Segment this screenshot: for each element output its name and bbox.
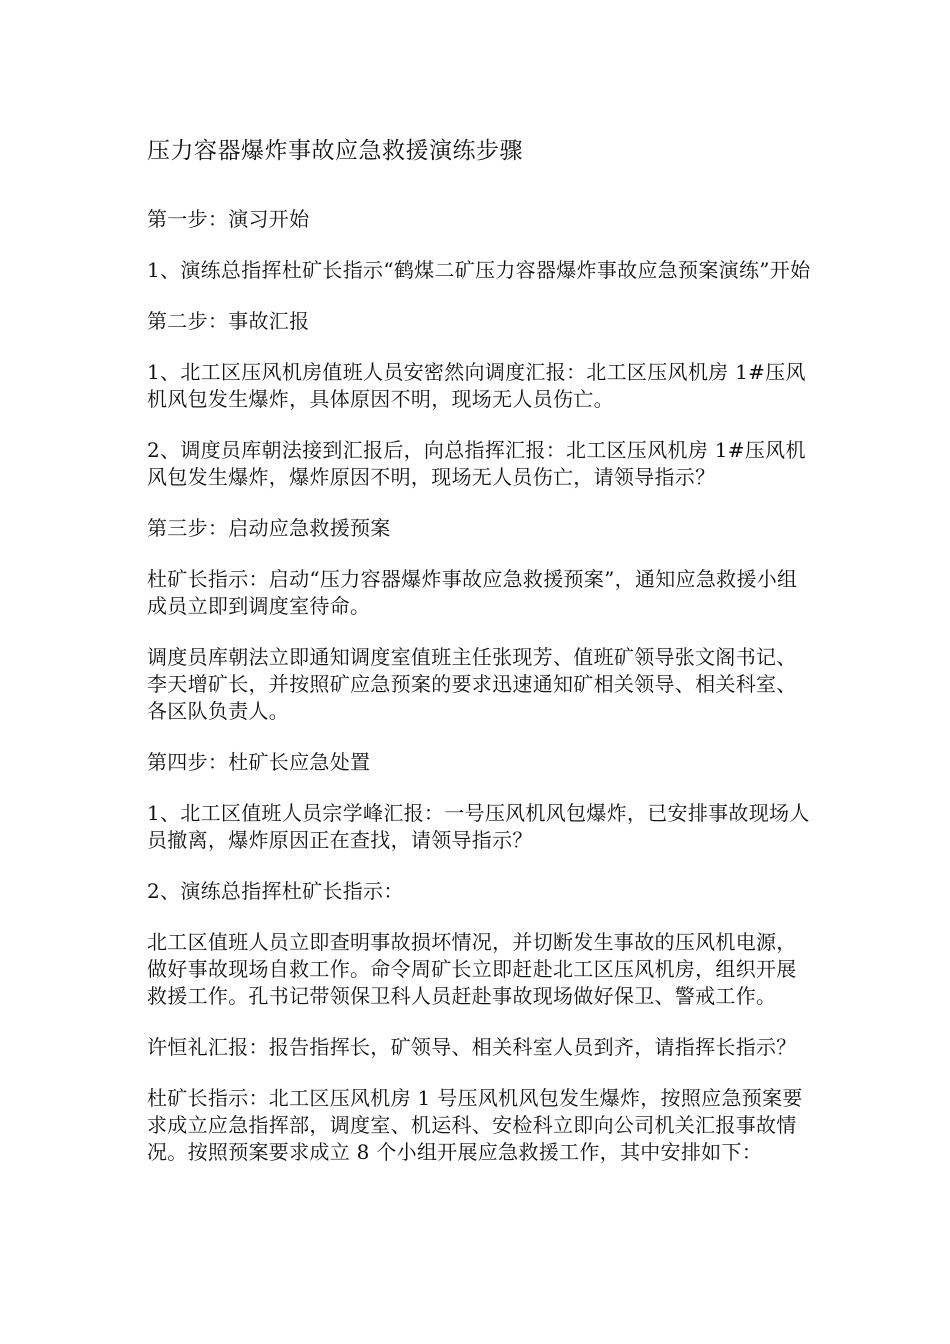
paragraph: 杜矿长指示：启动“压力容器爆炸事故应急救援预案”，通知应急救援小组成员立即到调度室待命。 bbox=[147, 567, 798, 618]
paragraph: 2、调度员库朝法接到汇报后，向总指挥汇报：北工区压风机房 1#压风机风包发生爆炸，爆炸原因不明，现场无人员伤亡，请领导指示？ bbox=[147, 438, 806, 489]
paragraph: 2、演练总指挥杜矿长指示： bbox=[147, 879, 404, 903]
step-4-heading: 第四步：杜矿长应急处置 bbox=[147, 750, 371, 774]
paragraph: 1、北工区值班人员宗学峰汇报：一号压风机风包爆炸，已安排事故现场人员撤离，爆炸原因正在查找，请领导指示？ bbox=[147, 801, 810, 852]
paragraph: 许恒礼汇报：报告指挥长，矿领导、相关科室人员到齐，请指挥长指示？ bbox=[147, 1035, 797, 1059]
step-2-heading: 第二步：事故汇报 bbox=[147, 309, 310, 333]
paragraph: 北工区值班人员立即查明事故损坏情况，并切断发生事故的压风机电源，做好事故现场自救工作。命令周矿长立即赶赴北工区压风机房，组织开展救援工作。孔书记带领保卫科人员赶赴事故现场做好保卫、警戒工作。 bbox=[147, 930, 797, 1008]
paragraph: 调度员库朝法立即通知调度室值班主任张现芳、值班矿领导张文阁书记、李天增矿长，并按照矿应急预案的要求迅速通知矿相关领导、相关科室、各区队负责人。 bbox=[147, 645, 797, 723]
paragraph: 1、演练总指挥杜矿长指示“鹤煤二矿压力容器爆炸事故应急预案演练”开始 bbox=[147, 258, 811, 282]
step-1-heading: 第一步：演习开始 bbox=[147, 207, 310, 231]
paragraph: 杜矿长指示：北工区压风机房 1 号压风机风包发生爆炸，按照应急预案要求成立应急指挥部，调度室、机运科、安检科立即向公司机关汇报事故情况。按照预案要求成立 8 个小组开展应急救援工作，其中安排如下： bbox=[147, 1086, 803, 1164]
step-3-heading: 第三步：启动应急救援预案 bbox=[147, 516, 391, 540]
document-title: 压力容器爆炸事故应急救援演练步骤 bbox=[147, 138, 523, 164]
document-page bbox=[147, 134, 812, 1190]
paragraph: 1、北工区压风机房值班人员安密然向调度汇报：北工区压风机房 1#压风机风包发生爆炸，具体原因不明，现场无人员伤亡。 bbox=[147, 360, 806, 411]
